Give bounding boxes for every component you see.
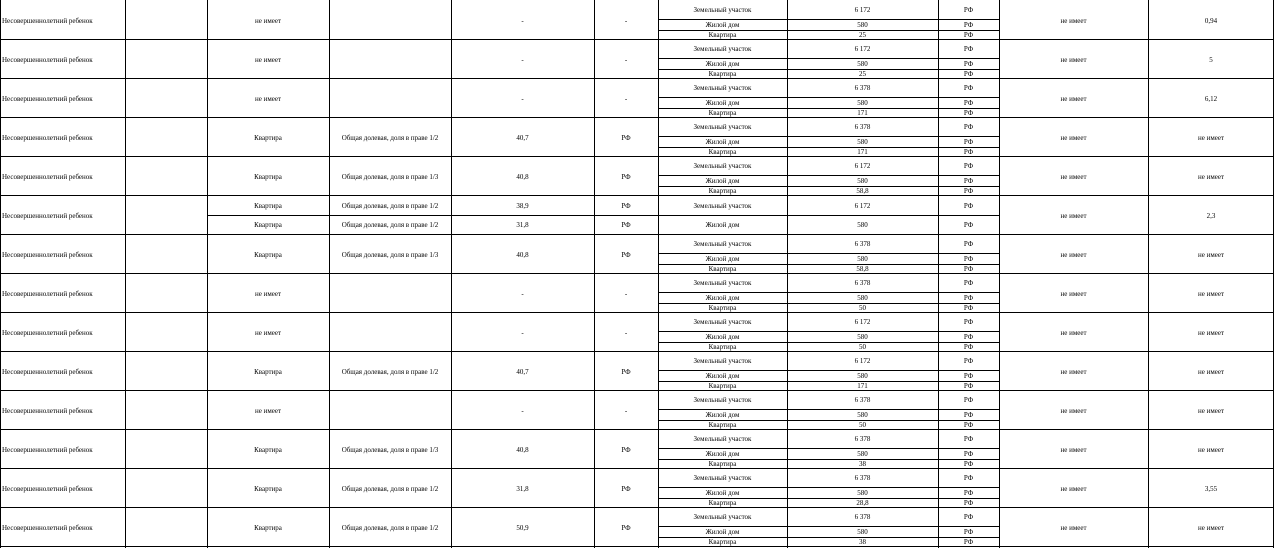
- owned-object-type: не имеет: [254, 95, 282, 103]
- used-country: РФ: [963, 528, 974, 536]
- used-country: РФ: [963, 138, 974, 146]
- owned-country: РФ: [621, 524, 631, 532]
- owned-area: 40,8: [516, 446, 529, 454]
- owned-area: 40,8: [516, 173, 529, 181]
- vehicles: не имеет: [1060, 407, 1087, 415]
- used-country: РФ: [963, 162, 974, 170]
- used-area: 6 172: [854, 6, 871, 14]
- annual-income: не имеет: [1197, 368, 1225, 376]
- person-label: Несовершеннолетний ребенок: [2, 290, 93, 298]
- used-area: 580: [857, 138, 868, 146]
- used-area: 58,8: [856, 265, 869, 273]
- owned-object-type: Квартира: [254, 202, 282, 210]
- owned-area: 31,8: [516, 221, 529, 229]
- person-label: Несовершеннолетний ребенок: [2, 17, 93, 25]
- owned-area: -: [521, 290, 524, 298]
- owned-object-type: Квартира: [254, 221, 282, 229]
- used-area: 580: [857, 333, 868, 341]
- row-separator: [0, 312, 1274, 313]
- owned-area: -: [521, 407, 524, 415]
- vehicles: не имеет: [1060, 17, 1087, 25]
- used-object-type: Земельный участок: [693, 84, 752, 92]
- used-area: 6 172: [854, 162, 871, 170]
- used-object-type: Земельный участок: [693, 162, 752, 170]
- owned-area: -: [521, 17, 524, 25]
- used-area: 25: [859, 31, 866, 39]
- used-object-type: Земельный участок: [693, 202, 752, 210]
- used-country: РФ: [963, 474, 974, 482]
- row-separator: [0, 156, 1274, 157]
- row-separator: [0, 507, 1274, 508]
- annual-income: 0,94: [1204, 17, 1218, 25]
- ownership-kind: Общая долевая, доля в праве 1/2: [341, 134, 439, 142]
- used-object-type: Земельный участок: [693, 45, 752, 53]
- used-country: РФ: [963, 240, 974, 248]
- used-object-type: Земельный участок: [693, 435, 752, 443]
- used-object-type: Квартира: [708, 109, 737, 117]
- owned-area: 40,7: [516, 134, 529, 142]
- used-object-type: Земельный участок: [693, 513, 752, 521]
- used-object-type: Жилой дом: [705, 333, 740, 341]
- used-country: РФ: [963, 265, 974, 273]
- annual-income: не имеет: [1197, 173, 1225, 181]
- ownership-kind: Общая долевая, доля в праве 1/3: [341, 173, 439, 181]
- used-area: 580: [857, 450, 868, 458]
- used-area: 6 378: [854, 513, 871, 521]
- sub-row-separator: [658, 215, 999, 216]
- used-object-type: Земельный участок: [693, 279, 752, 287]
- column-divider: [658, 0, 659, 548]
- used-country: РФ: [963, 31, 974, 39]
- used-area: 28,8: [856, 499, 869, 507]
- annual-income: не имеет: [1197, 251, 1225, 259]
- used-area: 6 378: [854, 396, 871, 404]
- vehicles: не имеет: [1060, 212, 1087, 220]
- used-country: РФ: [963, 538, 974, 546]
- owned-country: -: [624, 95, 628, 103]
- used-country: РФ: [963, 202, 974, 210]
- person-label: Несовершеннолетний ребенок: [2, 446, 93, 454]
- owned-country: -: [624, 290, 628, 298]
- used-object-type: Квартира: [708, 304, 737, 312]
- owned-object-type: не имеет: [254, 17, 282, 25]
- used-object-type: Жилой дом: [705, 21, 740, 29]
- used-object-type: Земельный участок: [693, 396, 752, 404]
- ownership-kind: Общая долевая, доля в праве 1/2: [341, 524, 439, 532]
- used-country: РФ: [963, 294, 974, 302]
- used-object-type: Жилой дом: [705, 450, 740, 458]
- used-country: РФ: [963, 255, 974, 263]
- used-country: РФ: [963, 70, 974, 78]
- owned-object-type: Квартира: [254, 524, 282, 532]
- person-label: Несовершеннолетний ребенок: [2, 134, 93, 142]
- column-divider: [594, 0, 595, 548]
- used-country: РФ: [963, 333, 974, 341]
- column-divider: [0, 0, 1, 548]
- row-separator: [0, 117, 1274, 118]
- owned-country: -: [624, 17, 628, 25]
- person-label: Несовершеннолетний ребенок: [2, 485, 93, 493]
- used-object-type: Жилой дом: [705, 294, 740, 302]
- used-country: РФ: [963, 318, 974, 326]
- used-area: 6 172: [854, 202, 871, 210]
- used-object-type: Квартира: [708, 499, 737, 507]
- owned-area: 40,7: [516, 368, 529, 376]
- owned-country: РФ: [621, 221, 631, 229]
- row-separator: [0, 468, 1274, 469]
- used-object-type: Земельный участок: [693, 123, 752, 131]
- owned-country: РФ: [621, 173, 631, 181]
- used-object-type: Жилой дом: [705, 489, 740, 497]
- owned-object-type: не имеет: [254, 329, 282, 337]
- used-country: РФ: [963, 60, 974, 68]
- used-country: РФ: [963, 435, 974, 443]
- ownership-kind: [331, 406, 449, 416]
- column-divider: [787, 0, 788, 548]
- vehicles: не имеет: [1060, 173, 1087, 181]
- owned-object-type: Квартира: [254, 251, 282, 259]
- used-object-type: Жилой дом: [705, 255, 740, 263]
- used-object-type: Жилой дом: [705, 411, 740, 419]
- used-country: РФ: [963, 84, 974, 92]
- annual-income: не имеет: [1197, 524, 1225, 532]
- person-label: Несовершеннолетний ребенок: [2, 212, 93, 220]
- used-area: 171: [857, 148, 868, 156]
- row-separator: [0, 351, 1274, 352]
- used-object-type: Квартира: [708, 421, 737, 429]
- vehicles: не имеет: [1060, 446, 1087, 454]
- sub-row-separator: [207, 215, 658, 216]
- person-label: Несовершеннолетний ребенок: [2, 407, 93, 415]
- used-area: 6 378: [854, 435, 871, 443]
- person-label: Несовершеннолетний ребенок: [2, 173, 93, 181]
- used-country: РФ: [963, 489, 974, 497]
- used-country: РФ: [963, 304, 974, 312]
- vehicles: не имеет: [1060, 290, 1087, 298]
- used-area: 6 172: [854, 357, 871, 365]
- annual-income: 3,55: [1204, 485, 1218, 493]
- used-area: 50: [859, 421, 866, 429]
- owned-area: 38,9: [516, 202, 529, 210]
- person-label: Несовершеннолетний ребенок: [2, 329, 93, 337]
- column-divider: [999, 0, 1000, 548]
- used-area: 38: [859, 460, 866, 468]
- owned-country: РФ: [621, 251, 631, 259]
- used-area: 6 378: [854, 84, 871, 92]
- used-object-type: Квартира: [708, 538, 737, 546]
- person-label: Несовершеннолетний ребенок: [2, 524, 93, 532]
- owned-object-type: не имеет: [254, 56, 282, 64]
- owned-area: 50,9: [516, 524, 529, 532]
- owned-object-type: Квартира: [254, 134, 282, 142]
- used-object-type: Квартира: [708, 382, 737, 390]
- used-country: РФ: [963, 6, 974, 14]
- owned-area: 40,8: [516, 251, 529, 259]
- person-label: Несовершеннолетний ребенок: [2, 251, 93, 259]
- annual-income: не имеет: [1197, 134, 1225, 142]
- vehicles: не имеет: [1060, 95, 1087, 103]
- owned-country: РФ: [621, 134, 631, 142]
- owned-country: РФ: [621, 446, 631, 454]
- ownership-kind: Общая долевая, доля в праве 1/2: [341, 485, 439, 493]
- used-object-type: Квартира: [708, 460, 737, 468]
- row-separator: [0, 234, 1274, 235]
- used-country: РФ: [963, 450, 974, 458]
- used-area: 171: [857, 382, 868, 390]
- used-area: 580: [857, 21, 868, 29]
- used-object-type: Земельный участок: [693, 357, 752, 365]
- used-area: 38: [859, 538, 866, 546]
- used-country: РФ: [963, 499, 974, 507]
- used-object-type: Квартира: [708, 148, 737, 156]
- used-country: РФ: [963, 279, 974, 287]
- row-separator: [0, 273, 1274, 274]
- used-area: 580: [857, 372, 868, 380]
- used-area: 6 378: [854, 279, 871, 287]
- used-country: РФ: [963, 21, 974, 29]
- row-separator: [0, 195, 1274, 196]
- owned-object-type: Квартира: [254, 485, 282, 493]
- owned-object-type: Квартира: [254, 173, 282, 181]
- used-country: РФ: [963, 460, 974, 468]
- vehicles: не имеет: [1060, 329, 1087, 337]
- used-area: 50: [859, 304, 866, 312]
- vehicles: не имеет: [1060, 56, 1087, 64]
- used-object-type: Земельный участок: [693, 240, 752, 248]
- used-area: 6 172: [854, 45, 871, 53]
- used-object-type: Квартира: [708, 70, 737, 78]
- used-area: 50: [859, 343, 866, 351]
- used-area: 580: [857, 221, 868, 229]
- column-divider: [451, 0, 452, 548]
- ownership-kind: Общая долевая, доля в праве 1/2: [341, 368, 439, 376]
- used-area: 58,8: [856, 187, 869, 195]
- used-area: 580: [857, 255, 868, 263]
- ownership-kind: Общая долевая, доля в праве 1/3: [341, 446, 439, 454]
- row-separator: [0, 546, 1274, 547]
- used-country: РФ: [963, 343, 974, 351]
- used-area: 580: [857, 99, 868, 107]
- owned-area: 31,8: [516, 485, 529, 493]
- used-area: 580: [857, 60, 868, 68]
- used-object-type: Квартира: [708, 187, 737, 195]
- used-country: РФ: [963, 396, 974, 404]
- used-object-type: Квартира: [708, 343, 737, 351]
- annual-income: не имеет: [1197, 407, 1225, 415]
- owned-object-type: Квартира: [254, 368, 282, 376]
- used-area: 580: [857, 411, 868, 419]
- used-object-type: Земельный участок: [693, 474, 752, 482]
- used-country: РФ: [963, 513, 974, 521]
- owned-object-type: не имеет: [254, 407, 282, 415]
- ownership-kind: [331, 94, 449, 104]
- used-area: 580: [857, 177, 868, 185]
- used-country: РФ: [963, 382, 974, 390]
- used-object-type: Земельный участок: [693, 6, 752, 14]
- ownership-kind: Общая долевая, доля в праве 1/2: [341, 202, 439, 210]
- column-divider: [329, 0, 330, 548]
- used-area: 580: [857, 528, 868, 536]
- ownership-kind: Общая долевая, доля в праве 1/3: [341, 251, 439, 259]
- used-country: РФ: [963, 221, 974, 229]
- ownership-kind: [331, 328, 449, 338]
- annual-income: не имеет: [1197, 329, 1225, 337]
- used-object-type: Квартира: [708, 31, 737, 39]
- ownership-kind: [331, 16, 449, 26]
- row-separator: [0, 429, 1274, 430]
- vehicles: не имеет: [1060, 134, 1087, 142]
- used-country: РФ: [963, 45, 974, 53]
- person-label: Несовершеннолетний ребенок: [2, 95, 93, 103]
- owned-area: -: [521, 56, 524, 64]
- owned-object-type: не имеет: [254, 290, 282, 298]
- used-object-type: Жилой дом: [705, 221, 740, 229]
- used-country: РФ: [963, 421, 974, 429]
- used-country: РФ: [963, 99, 974, 107]
- owned-country: -: [624, 407, 628, 415]
- used-country: РФ: [963, 109, 974, 117]
- owned-object-type: Квартира: [254, 446, 282, 454]
- column-divider: [125, 0, 126, 548]
- person-label: Несовершеннолетний ребенок: [2, 56, 93, 64]
- annual-income: 2,3: [1206, 212, 1216, 220]
- ownership-kind: [331, 289, 449, 299]
- used-country: РФ: [963, 148, 974, 156]
- used-area: 171: [857, 109, 868, 117]
- vehicles: не имеет: [1060, 485, 1087, 493]
- used-object-type: Жилой дом: [705, 177, 740, 185]
- vehicles: не имеет: [1060, 524, 1087, 532]
- owned-country: РФ: [621, 485, 631, 493]
- used-object-type: Земельный участок: [693, 318, 752, 326]
- used-object-type: Жилой дом: [705, 138, 740, 146]
- vehicles: не имеет: [1060, 368, 1087, 376]
- used-object-type: Квартира: [708, 265, 737, 273]
- column-divider: [207, 0, 208, 548]
- owned-country: РФ: [621, 202, 631, 210]
- used-country: РФ: [963, 123, 974, 131]
- used-area: 6 172: [854, 318, 871, 326]
- used-object-type: Жилой дом: [705, 60, 740, 68]
- used-country: РФ: [963, 411, 974, 419]
- row-separator: [0, 39, 1274, 40]
- row-separator: [0, 390, 1274, 391]
- column-divider: [1148, 0, 1149, 548]
- owned-area: -: [521, 329, 524, 337]
- annual-income: 6,12: [1204, 95, 1218, 103]
- used-country: РФ: [963, 372, 974, 380]
- owned-country: -: [624, 329, 628, 337]
- used-area: 6 378: [854, 474, 871, 482]
- used-area: 25: [859, 70, 866, 78]
- used-object-type: Жилой дом: [705, 99, 740, 107]
- used-country: РФ: [963, 357, 974, 365]
- used-object-type: Жилой дом: [705, 528, 740, 536]
- used-area: 6 378: [854, 240, 871, 248]
- owned-country: РФ: [621, 368, 631, 376]
- used-area: 580: [857, 294, 868, 302]
- ownership-kind: [331, 55, 449, 65]
- annual-income: 5: [1209, 56, 1213, 64]
- used-country: РФ: [963, 177, 974, 185]
- owned-area: -: [521, 95, 524, 103]
- annual-income: не имеет: [1197, 446, 1225, 454]
- annual-income: не имеет: [1197, 290, 1225, 298]
- used-object-type: Жилой дом: [705, 372, 740, 380]
- vehicles: не имеет: [1060, 251, 1087, 259]
- person-label: Несовершеннолетний ребенок: [2, 368, 93, 376]
- used-country: РФ: [963, 187, 974, 195]
- used-area: 6 378: [854, 123, 871, 131]
- owned-country: -: [624, 56, 628, 64]
- column-divider: [938, 0, 939, 548]
- used-area: 580: [857, 489, 868, 497]
- ownership-kind: Общая долевая, доля в праве 1/2: [341, 221, 439, 229]
- row-separator: [0, 78, 1274, 79]
